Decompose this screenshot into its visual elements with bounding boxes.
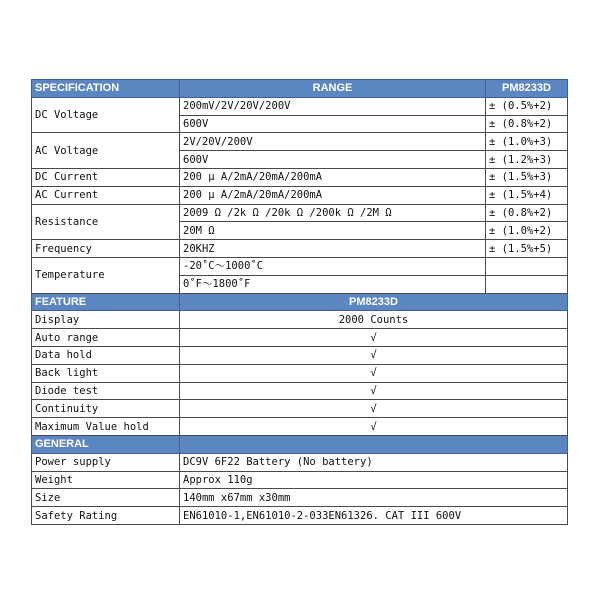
spec-name: Resistance xyxy=(32,204,180,240)
spec-header-range: RANGE xyxy=(180,80,486,98)
general-row xyxy=(32,453,568,471)
feature-row xyxy=(32,311,568,329)
general-row xyxy=(32,471,568,489)
spec-header-label: SPECIFICATION xyxy=(32,80,180,98)
spec-range: 20KHZ xyxy=(180,240,486,258)
general-name: Weight xyxy=(32,471,180,489)
feature-name: Diode test xyxy=(32,382,180,400)
general-row xyxy=(32,507,568,525)
general-header-blank xyxy=(180,435,568,453)
general-value: 140mm x67mm x30mm xyxy=(180,489,568,507)
feature-name: Auto range xyxy=(32,329,180,347)
feature-row xyxy=(32,329,568,347)
general-name: Size xyxy=(32,489,180,507)
feature-row xyxy=(32,382,568,400)
feature-value: √ xyxy=(180,382,568,400)
spec-tolerance: ± (1.2%+3) xyxy=(486,151,568,169)
spec-name: DC Current xyxy=(32,168,180,186)
general-name: Safety Rating xyxy=(32,507,180,525)
feature-header-model: PM8233D xyxy=(180,293,568,311)
spec-row xyxy=(32,240,568,258)
spec-range: 20M Ω xyxy=(180,222,486,240)
spec-name: Temperature xyxy=(32,257,180,293)
feature-row xyxy=(32,346,568,364)
spec-row xyxy=(32,257,568,275)
feature-row xyxy=(32,364,568,382)
feature-header-row xyxy=(32,293,568,311)
spec-row xyxy=(32,186,568,204)
spec-table xyxy=(31,79,568,525)
spec-tolerance xyxy=(486,257,568,275)
general-value: DC9V 6F22 Battery (No battery) xyxy=(180,453,568,471)
spec-row xyxy=(32,97,568,115)
spec-row xyxy=(32,168,568,186)
spec-row xyxy=(32,204,568,222)
spec-range: 2V/20V/200V xyxy=(180,133,486,151)
feature-name: Maximum Value hold xyxy=(32,418,180,436)
feature-value: √ xyxy=(180,346,568,364)
feature-header-label: FEATURE xyxy=(32,293,180,311)
spec-tolerance: ± (1.5%+4) xyxy=(486,186,568,204)
spec-name: AC Current xyxy=(32,186,180,204)
feature-row xyxy=(32,418,568,436)
spec-name: DC Voltage xyxy=(32,97,180,133)
feature-name: Continuity xyxy=(32,400,180,418)
spec-tolerance: ± (0.5%+2) xyxy=(486,97,568,115)
general-header-row xyxy=(32,435,568,453)
spec-range: 600V xyxy=(180,115,486,133)
feature-value: 2000 Counts xyxy=(180,311,568,329)
spec-tolerance: ± (1.0%+3) xyxy=(486,133,568,151)
general-value: EN61010-1,EN61010-2-033EN61326. CAT III 600V xyxy=(180,507,568,525)
feature-name: Data hold xyxy=(32,346,180,364)
spec-range: 200 μ A/2mA/20mA/200mA xyxy=(180,186,486,204)
spec-header-row xyxy=(32,80,568,98)
spec-tolerance xyxy=(486,275,568,293)
general-header-label: GENERAL xyxy=(32,435,180,453)
spec-range: -20˚C～1000˚C xyxy=(180,257,486,275)
spec-tolerance: ± (0.8%+2) xyxy=(486,204,568,222)
spec-tolerance: ± (1.5%+3) xyxy=(486,168,568,186)
feature-name: Display xyxy=(32,311,180,329)
spec-range: 200 μ A/2mA/20mA/200mA xyxy=(180,168,486,186)
spec-range: 600V xyxy=(180,151,486,169)
feature-row xyxy=(32,400,568,418)
spec-tolerance: ± (1.5%+5) xyxy=(486,240,568,258)
general-value: Approx 110g xyxy=(180,471,568,489)
spec-range: 0˚F～1800˚F xyxy=(180,275,486,293)
spec-name: AC Voltage xyxy=(32,133,180,169)
spec-header-model: PM8233D xyxy=(486,80,568,98)
general-name: Power supply xyxy=(32,453,180,471)
feature-value: √ xyxy=(180,400,568,418)
spec-tolerance: ± (0.8%+2) xyxy=(486,115,568,133)
spec-name: Frequency xyxy=(32,240,180,258)
spec-row xyxy=(32,133,568,151)
feature-name: Back light xyxy=(32,364,180,382)
feature-value: √ xyxy=(180,418,568,436)
spec-range: 200mV/2V/20V/200V xyxy=(180,97,486,115)
spec-tolerance: ± (1.0%+2) xyxy=(486,222,568,240)
general-row xyxy=(32,489,568,507)
spec-range: 2009 Ω /2k Ω /20k Ω /200k Ω /2M Ω xyxy=(180,204,486,222)
feature-value: √ xyxy=(180,329,568,347)
feature-value: √ xyxy=(180,364,568,382)
